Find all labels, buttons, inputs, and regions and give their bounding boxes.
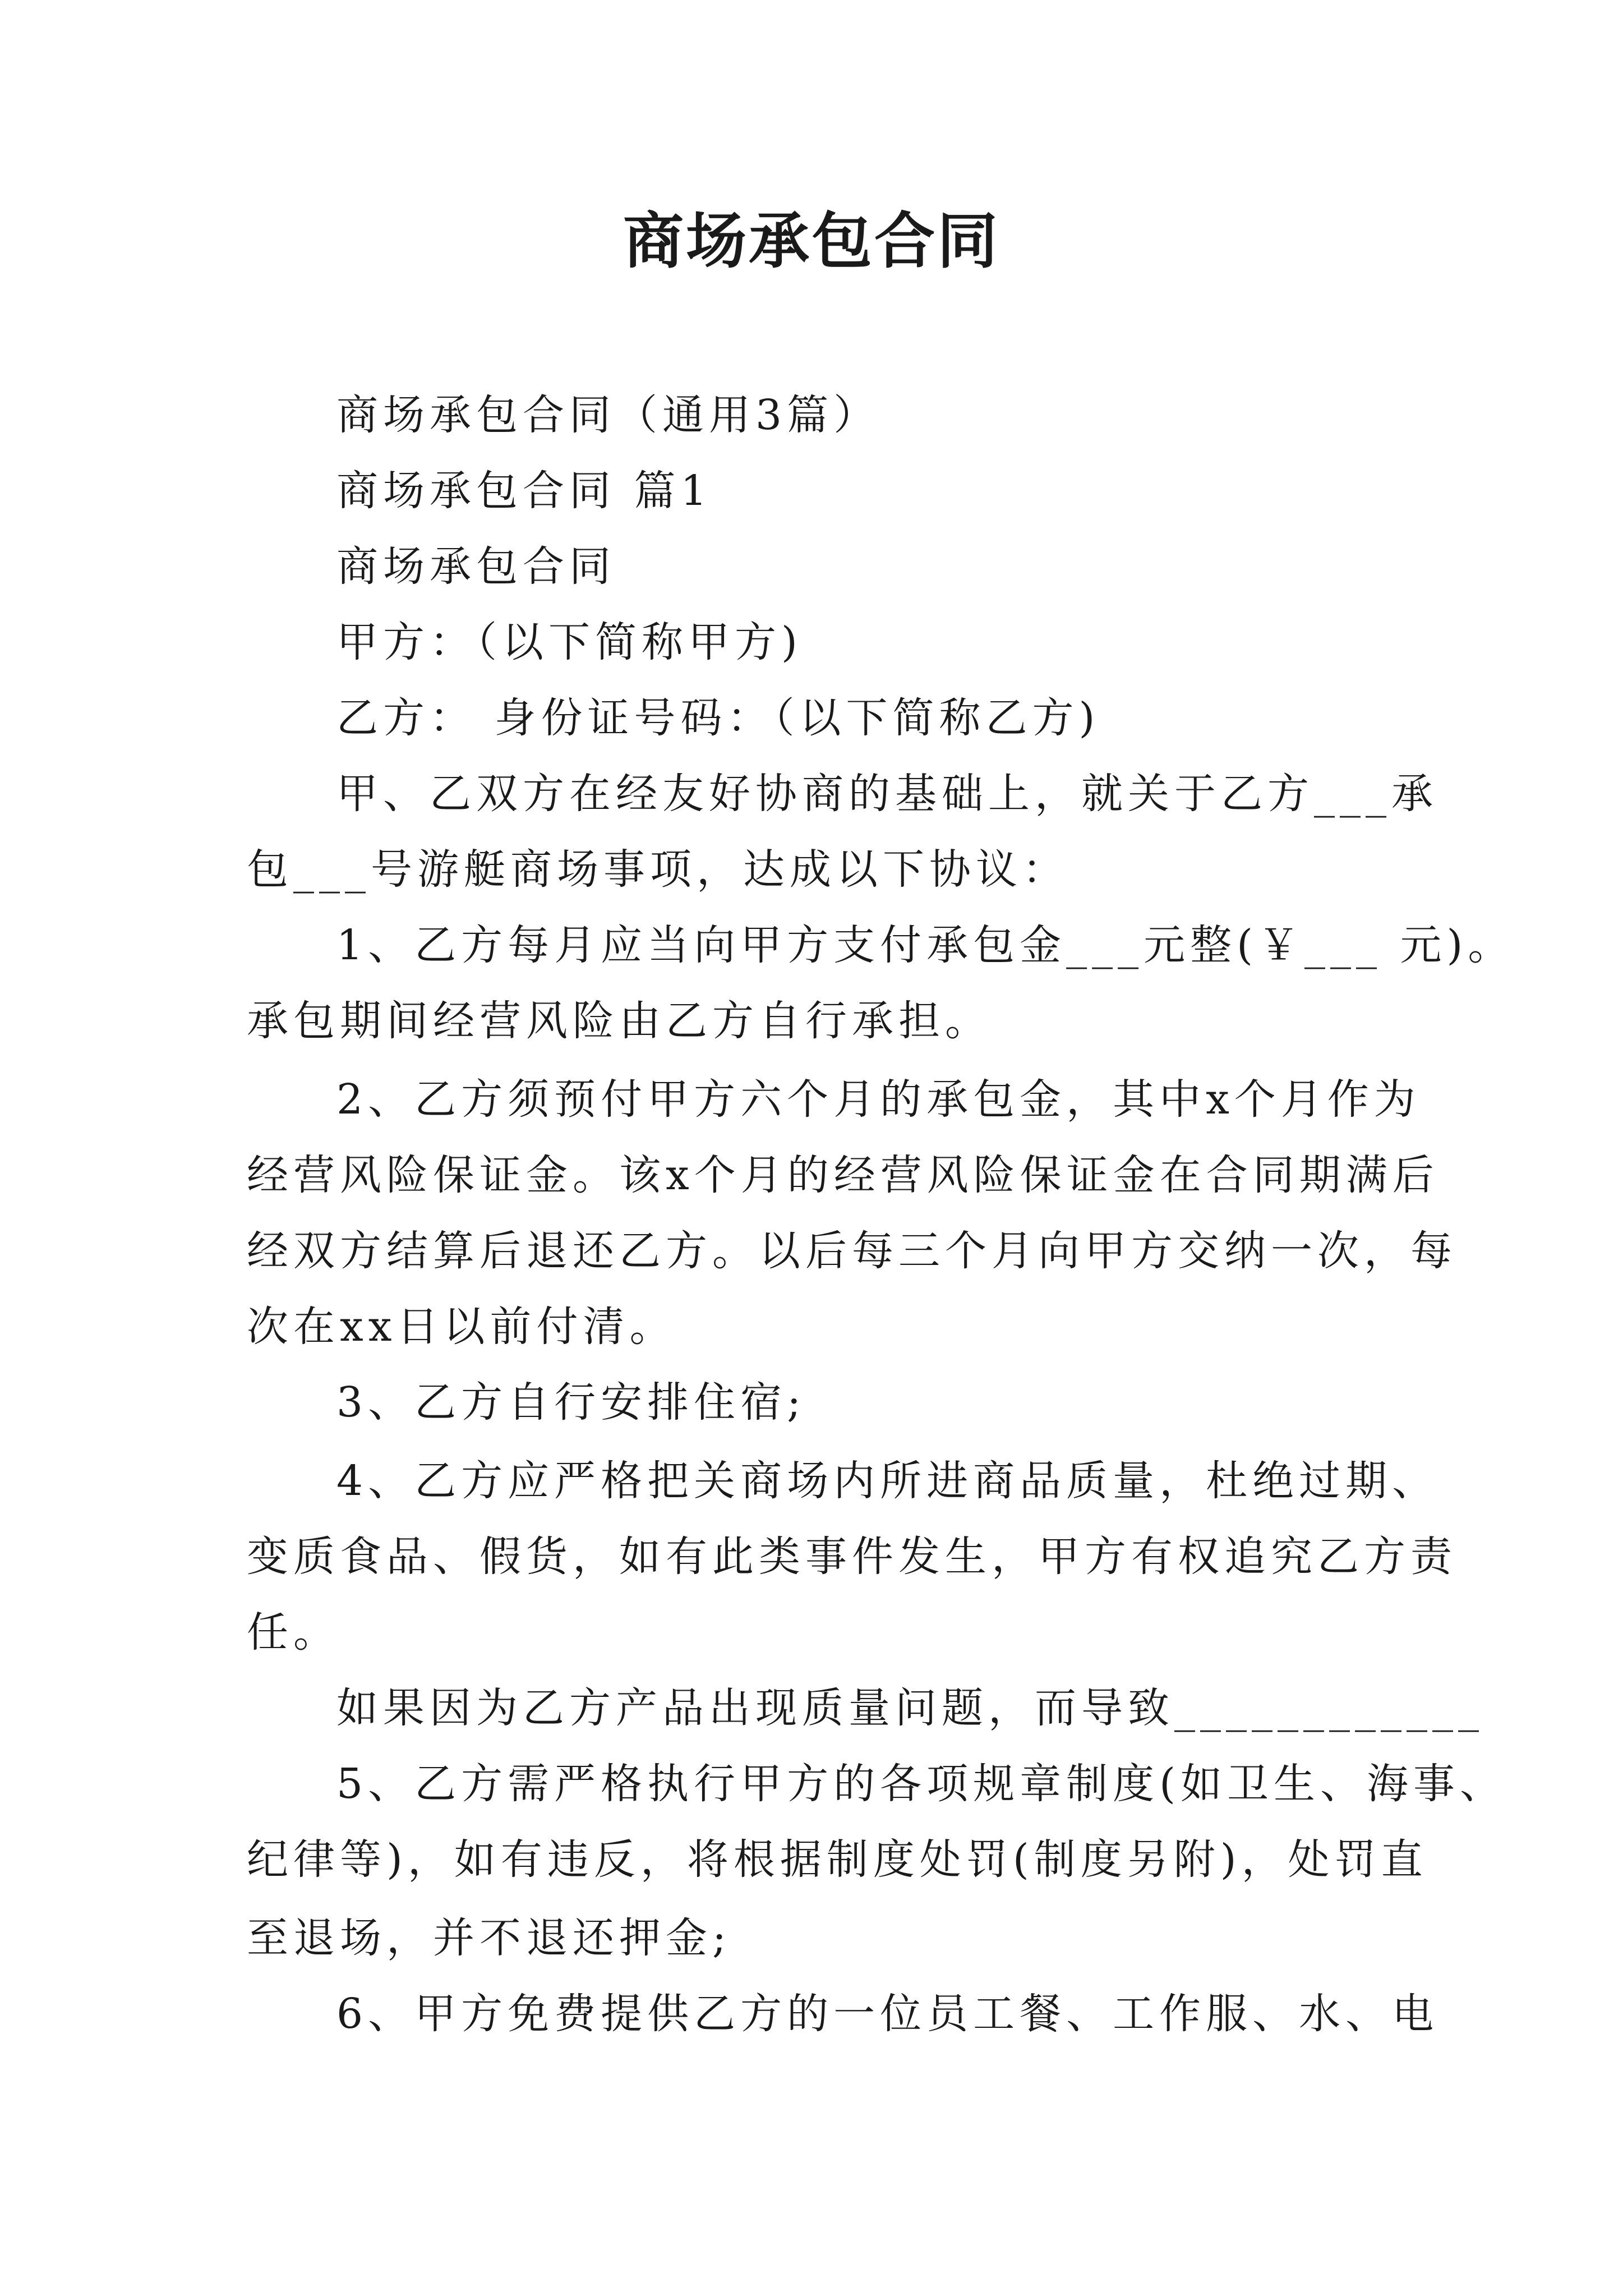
- text-line: 承包期间经营风险由乙方自行承担。: [247, 997, 992, 1045]
- text-line: 5、乙方需严格执行甲方的各项规章制度(如卫生、海事、: [336, 1760, 1506, 1808]
- text-line: 乙方： 身份证号码：（以下简称乙方): [336, 694, 1100, 742]
- text-line: 任。: [247, 1608, 340, 1657]
- text-line: 至退场，并不退还押金;: [247, 1914, 731, 1962]
- text-line: 包___号游艇商场事项，达成以下协议：: [247, 845, 1069, 894]
- text-line: 甲方：（以下简称甲方): [336, 618, 803, 666]
- text-line: 商场承包合同（通用3篇）: [336, 391, 880, 439]
- text-line: 经双方结算后退还乙方。以后每三个月向甲方交纳一次，每: [247, 1227, 1457, 1275]
- text-line: 3、乙方自行安排住宿;: [336, 1378, 806, 1427]
- text-line: 变质食品、假货，如有此类事件发生，甲方有权追究乙方责: [247, 1533, 1457, 1581]
- text-line: 商场承包合同: [336, 542, 616, 591]
- text-line: 6、甲方免费提供乙方的一位员工餐、工作服、水、电: [336, 1990, 1439, 2038]
- text-line: 经营风险保证金。该x个月的经营风险保证金在合同期满后: [247, 1151, 1439, 1199]
- text-line: 4、乙方应严格把关商场内所进商品质量，杜绝过期、: [336, 1457, 1439, 1505]
- text-line: 次在xx日以前付清。: [247, 1303, 676, 1351]
- document-title: 商场承包合同: [623, 206, 1000, 277]
- text-line: 如果因为乙方产品出现质量问题，而导致____________: [336, 1684, 1484, 1732]
- text-line: 1、乙方每月应当向甲方支付承包金___元整(￥___ 元)。: [336, 921, 1515, 969]
- text-line: 甲、乙双方在经友好协商的基础上，就关于乙方___承: [336, 770, 1438, 818]
- text-line: 纪律等)，如有违反，将根据制度处罚(制度另附)，处罚直: [247, 1835, 1428, 1884]
- text-line: 商场承包合同 篇1: [336, 467, 712, 515]
- text-line: 2、乙方须预付甲方六个月的承包金，其中x个月作为: [336, 1075, 1421, 1124]
